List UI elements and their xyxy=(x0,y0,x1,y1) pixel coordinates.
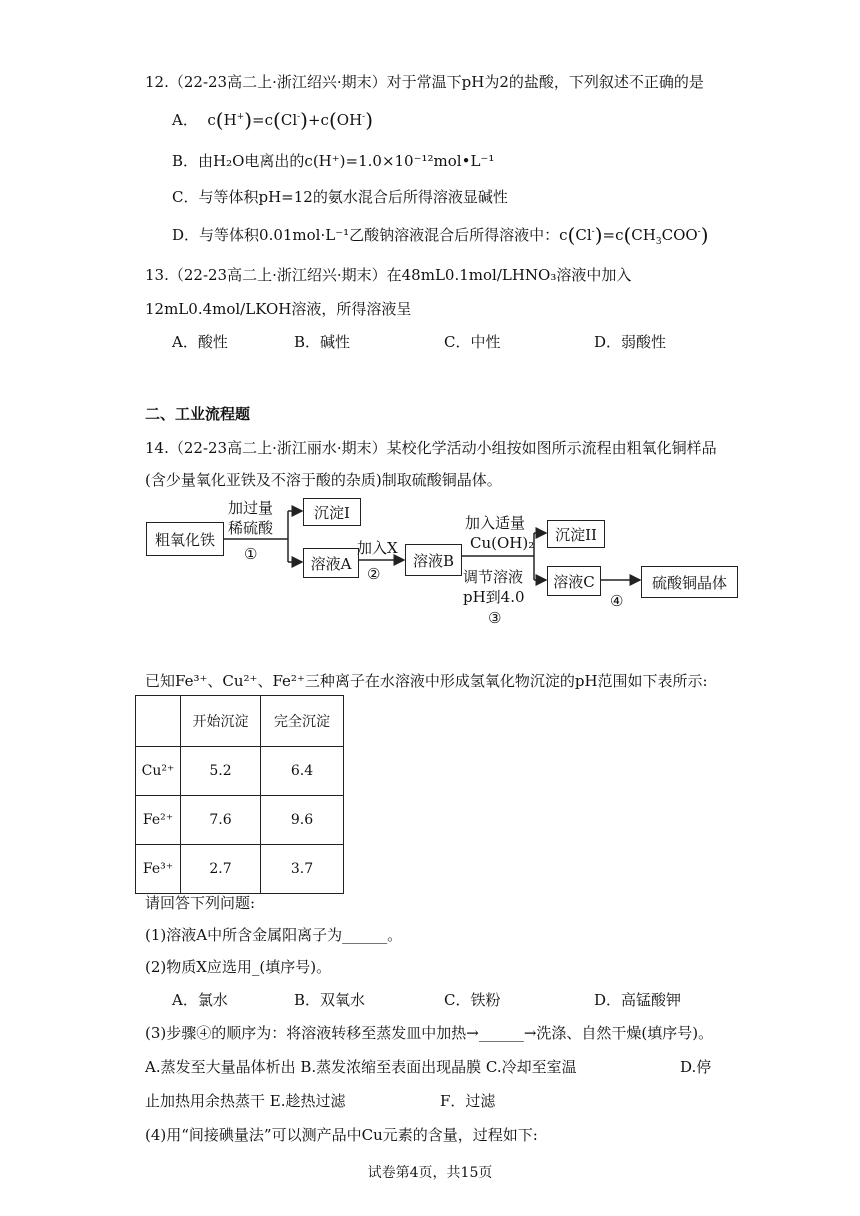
q13-stem-line1: 13.（22-23高二上·浙江绍兴·期末）在48mL0.1mol/LHNO₃溶液中加入 xyxy=(145,266,632,284)
table-header-end: 完全沉淀 xyxy=(261,696,344,747)
q14-part2-option-b: B．双氧水 xyxy=(294,991,366,1009)
q14-part3-option-f: F．过滤 xyxy=(440,1092,496,1110)
flow-step3-label-top2: Cu(OH)₂ xyxy=(470,534,535,552)
table-header-empty xyxy=(136,696,181,747)
q13-option-b: B．碱性 xyxy=(294,333,351,351)
table-cell-start: 2.7 xyxy=(181,845,261,894)
flow-step3-label-bottom1: 调节溶液 xyxy=(463,568,524,586)
flow-box-solution-b: 溶液B xyxy=(405,544,462,576)
table-cell-end: 3.7 xyxy=(261,845,344,894)
flow-box-precipitate-1: 沉淀I xyxy=(303,498,361,526)
q12-option-c: C．与等体积pH=12的氨水混合后所得溶液显碱性 xyxy=(172,188,508,206)
table-row xyxy=(136,747,344,796)
q12-option-d: D．与等体积0.01mol·L⁻¹乙酸钠溶液混合后所得溶液中：$c(Cl^-)=c(CH_3COO^-)$ xyxy=(172,223,709,247)
flow-box-start: 粗氧化铁 xyxy=(146,522,224,556)
table-row xyxy=(136,845,344,894)
q14-part-2: (2)物质X应选用_(填序号)。 xyxy=(145,958,332,976)
q12-stem: 12.（22-23高二上·浙江绍兴·期末）对于常温下pH为2的盐酸，下列叙述不正确的是 xyxy=(145,73,704,91)
q14-ask: 请回答下列问题: xyxy=(145,894,256,912)
section-title: 二、工业流程题 xyxy=(145,405,251,423)
flow-step1-label-mid: 稀硫酸 xyxy=(228,519,274,537)
q12-option-a: A． c(H+)=c(Cl-)+c(OH-) xyxy=(172,108,374,132)
q14-part3-option-d-start: D.停 xyxy=(680,1058,712,1076)
q14-part-1: (1)溶液A中所含金属阳离子为______。 xyxy=(145,926,403,944)
q13-option-a: A．酸性 xyxy=(172,333,228,351)
flow-step3-label-top1: 加入适量 xyxy=(465,514,526,532)
flow-step1-label-top: 加过量 xyxy=(228,499,274,517)
precipitation-ph-table xyxy=(135,695,344,894)
table-header-row xyxy=(136,696,344,747)
q14-part3-options-line2: 止加热用余热蒸干 E.趁热过滤 xyxy=(145,1092,346,1110)
flow-box-product: 硫酸铜晶体 xyxy=(641,566,738,598)
flow-step4-number: ④ xyxy=(610,592,624,610)
q14-part2-option-a: A．氯水 xyxy=(172,991,228,1009)
q13-option-d: D．弱酸性 xyxy=(594,333,667,351)
flow-step2-label: 加入X xyxy=(357,539,398,557)
q12-option-b: B．由H₂O电离出的c(H⁺)=1.0×10⁻¹²mol•L⁻¹ xyxy=(172,152,495,170)
q14-part2-option-c: C．铁粉 xyxy=(444,991,501,1009)
q13-option-c: C．中性 xyxy=(444,333,501,351)
q13-stem-line2: 12mL0.4mol/LKOH溶液，所得溶液呈 xyxy=(145,300,412,318)
flow-step2-number: ② xyxy=(367,565,381,583)
table-cell-start: 7.6 xyxy=(181,796,261,845)
table-cell-start: 5.2 xyxy=(181,747,261,796)
flow-box-solution-a: 溶液A xyxy=(303,548,359,578)
flow-box-precipitate-2: 沉淀II xyxy=(547,520,605,548)
table-cell-ion: Fe²⁺ xyxy=(136,796,181,845)
q14-part-3: (3)步骤④的顺序为：将溶液转移至蒸发皿中加热→______→洗涤、自然干燥(填序号)。 xyxy=(145,1024,714,1042)
q14-stem-line1: 14.（22-23高二上·浙江丽水·期末）某校化学活动小组按如图所示流程由粗氧化铜样品 xyxy=(145,439,717,457)
table-intro: 已知Fe³⁺、Cu²⁺、Fe²⁺三种离子在水溶液中形成氢氧化物沉淀的pH范围如下表所示: xyxy=(145,672,708,690)
q14-part-4: (4)用“间接碘量法”可以测产品中Cu元素的含量，过程如下: xyxy=(145,1126,538,1144)
page-footer: 试卷第4页，共15页 xyxy=(367,1165,493,1181)
flow-step3-number: ③ xyxy=(488,609,502,627)
table-header-start: 开始沉淀 xyxy=(181,696,261,747)
table-cell-ion: Cu²⁺ xyxy=(136,747,181,796)
flow-step1-number: ① xyxy=(244,545,258,563)
flow-step3-label-bottom2: pH到4.0 xyxy=(463,588,525,606)
q14-stem-line2: (含少量氧化亚铁及不溶于酸的杂质)制取硫酸铜晶体。 xyxy=(145,471,502,489)
table-cell-end: 9.6 xyxy=(261,796,344,845)
q14-part3-options-line1: A.蒸发至大量晶体析出 B.蒸发浓缩至表面出现晶膜 C.冷却至室温 xyxy=(145,1058,577,1076)
flow-box-solution-c: 溶液C xyxy=(547,566,601,596)
table-cell-ion: Fe³⁺ xyxy=(136,845,181,894)
table-cell-end: 6.4 xyxy=(261,747,344,796)
table-row xyxy=(136,796,344,845)
q14-part2-option-d: D．高锰酸钾 xyxy=(594,991,682,1009)
